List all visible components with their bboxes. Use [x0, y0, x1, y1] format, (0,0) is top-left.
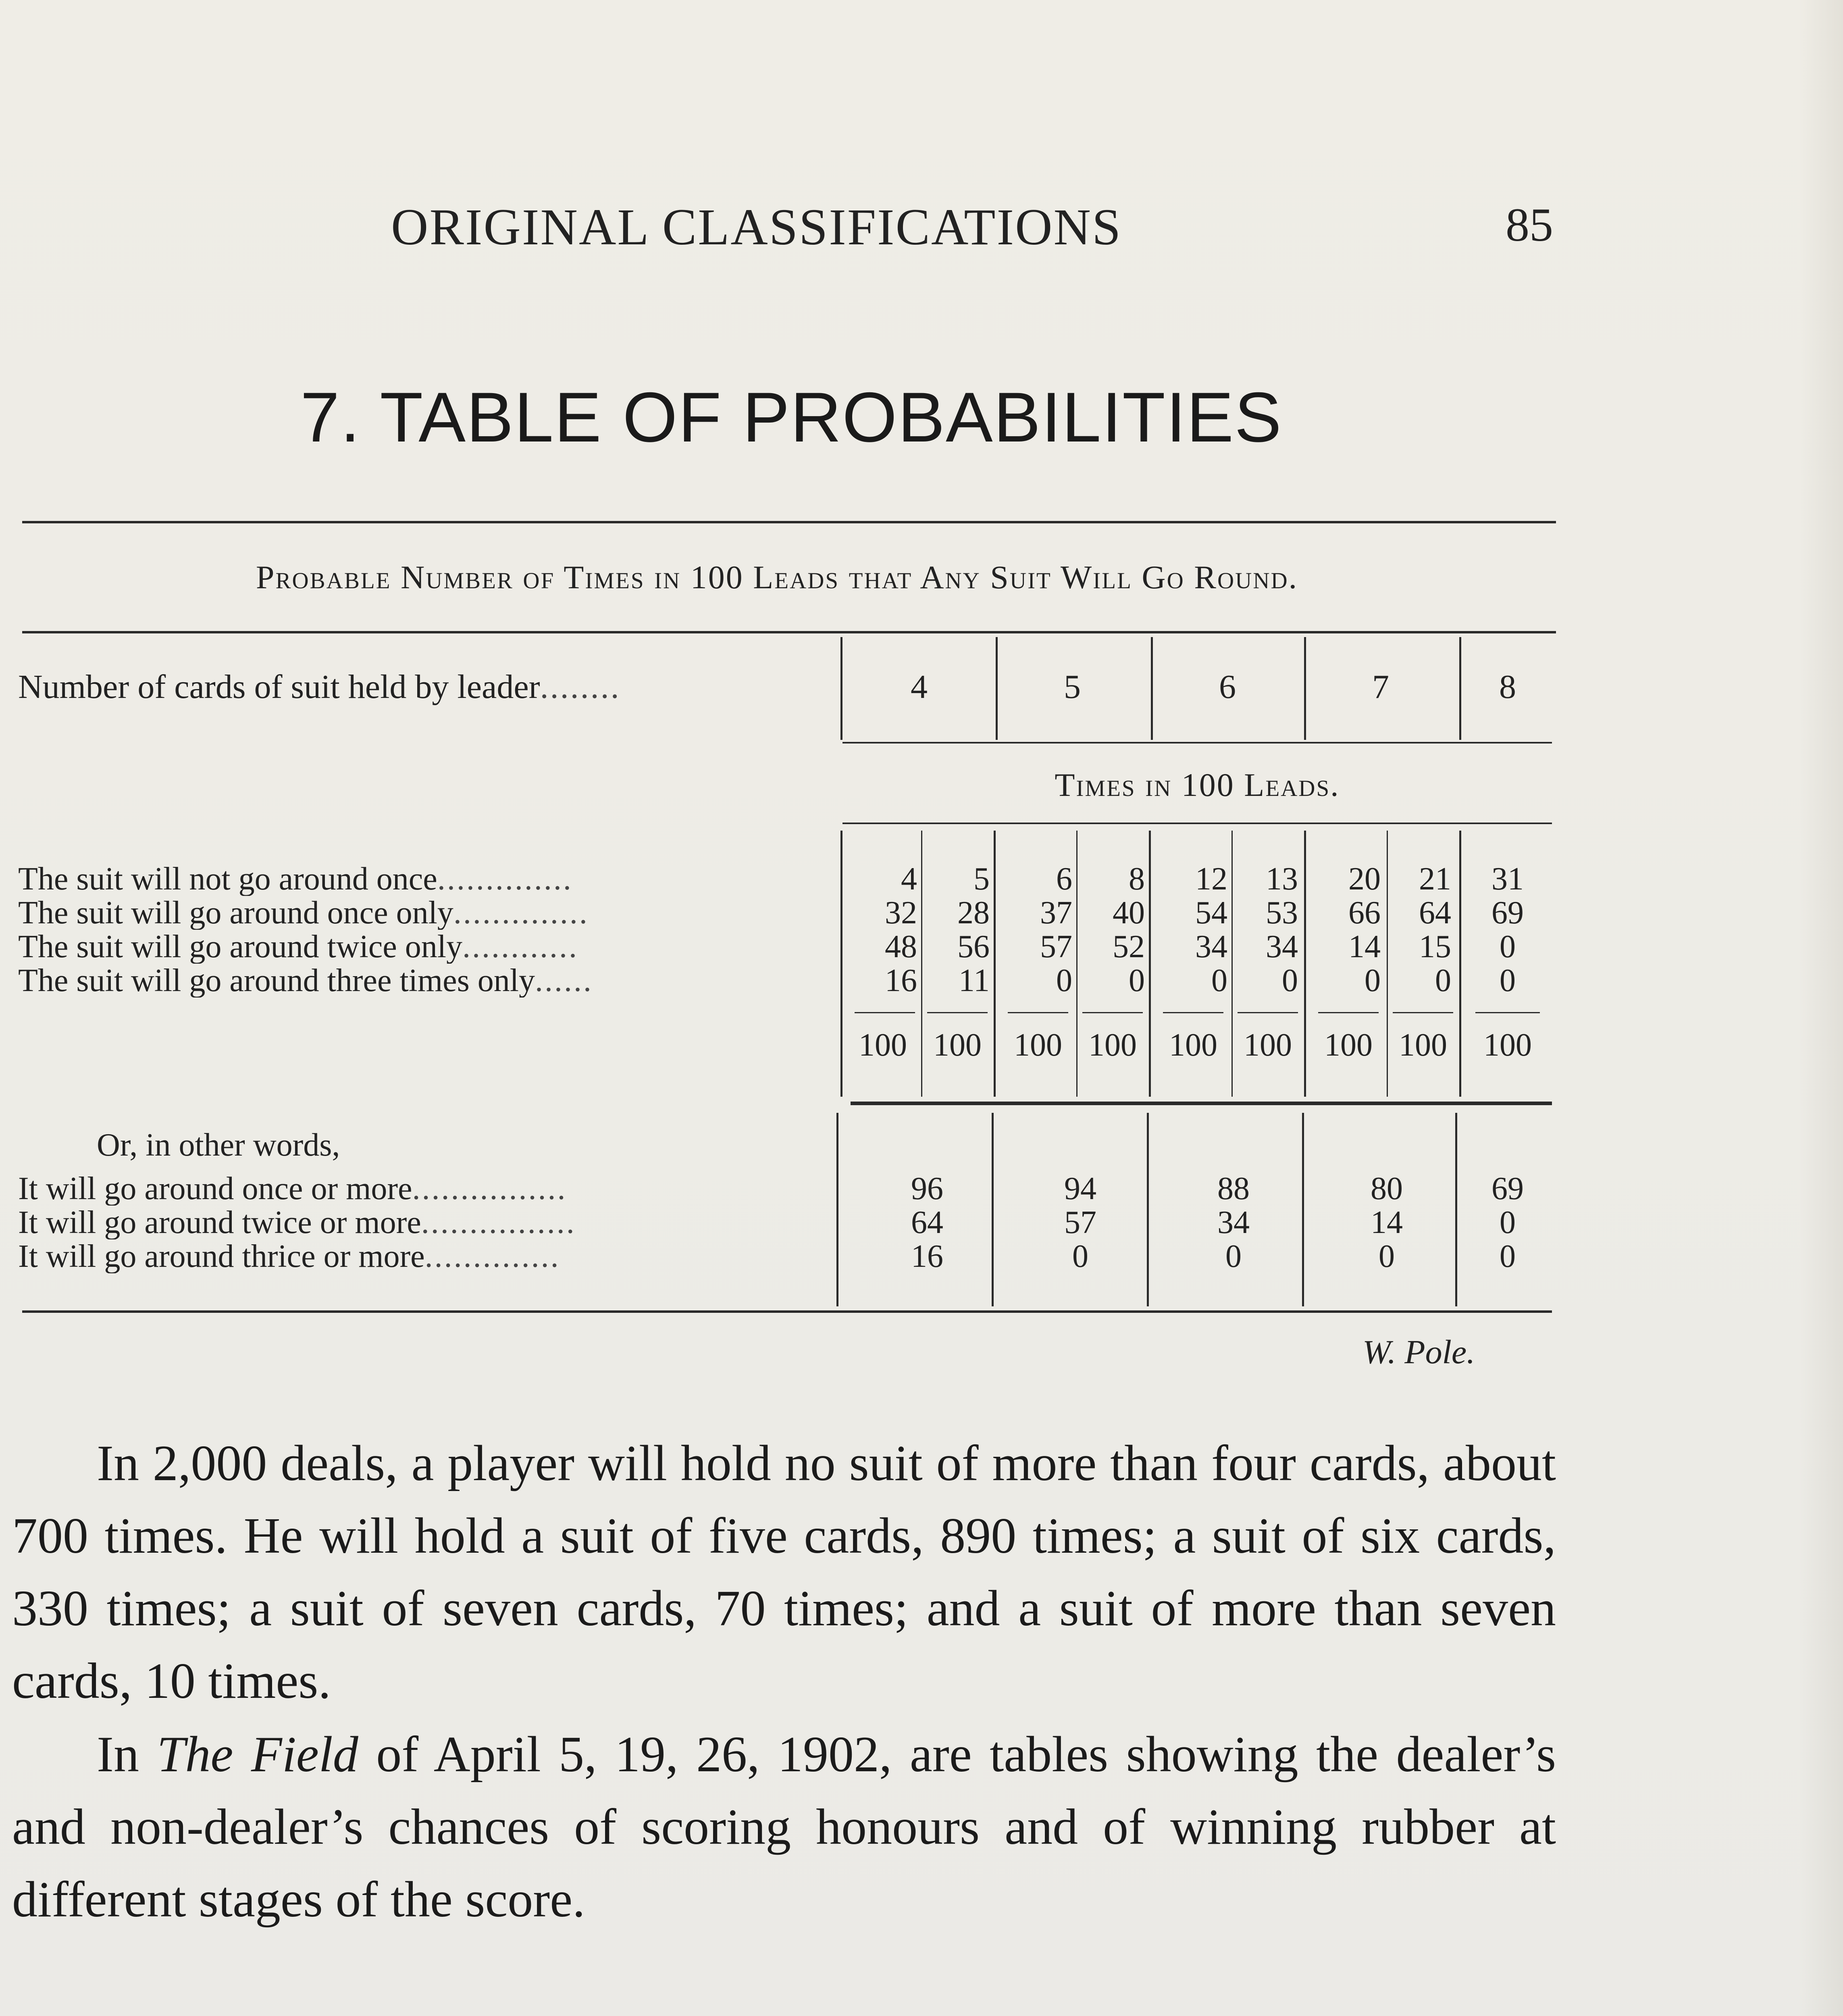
total-cell: 100 [1324, 1027, 1373, 1063]
summary-cell: 34 [1217, 1205, 1250, 1240]
paragraph-deals [12, 1427, 1556, 1718]
table-cell: 48 [885, 929, 917, 964]
table-cell: 64 [1419, 895, 1451, 931]
running-head: ORIGINAL CLASSIFICATIONS [391, 198, 1122, 256]
column-divider [1302, 1113, 1304, 1306]
sum-rule [855, 1012, 915, 1013]
table-cell: 15 [1419, 929, 1451, 964]
row-label-leader: ............ [462, 930, 579, 964]
sum-rule [927, 1012, 988, 1013]
paragraph-field-rest: of April 5, 19, 26, 1902, are tables showing the dealer’s and non-dealer’s chances of scoring honours and of winning rubber at different stages of the score. [12, 1727, 1556, 1928]
total-cell: 100 [1169, 1027, 1217, 1063]
header-bottom-rule [842, 742, 1552, 744]
row-label-text: The suit will not go around once [18, 862, 437, 896]
table-cell: 69 [1491, 895, 1524, 931]
page-number: 85 [1506, 198, 1553, 251]
sum-rule [1393, 1012, 1453, 1013]
header-label [18, 667, 621, 706]
times-bottom-rule [842, 823, 1552, 824]
summary-row-label-text: It will go around once or more [18, 1172, 412, 1206]
table-cell: 20 [1348, 861, 1381, 897]
table-cell: 53 [1266, 895, 1298, 931]
table-cell: 0 [1435, 963, 1451, 998]
col-head-5: 5 [1064, 668, 1081, 706]
section-heading: 7. TABLE OF PROBABILITIES [300, 378, 1282, 457]
sum-rule [1008, 1012, 1068, 1013]
row-label-text: The suit will go around three times only [18, 964, 535, 998]
total-cell: 100 [1399, 1027, 1447, 1063]
sum-rule [1082, 1012, 1143, 1013]
table-cell: 32 [885, 895, 917, 931]
summary-cell: 0 [1379, 1239, 1395, 1274]
col-head-7: 7 [1372, 668, 1389, 706]
page-edge-shadow [1799, 0, 1843, 2016]
summary-cell: 96 [911, 1171, 943, 1206]
row-label [18, 930, 828, 964]
column-divider [992, 1113, 994, 1306]
sum-rule [1163, 1012, 1223, 1013]
total-cell: 100 [1014, 1027, 1062, 1063]
sum-rule [1238, 1012, 1298, 1013]
summary-row-label [18, 1239, 828, 1273]
total-cell: 100 [859, 1027, 907, 1063]
table-cell: 0 [1500, 963, 1516, 998]
table-cell: 34 [1195, 929, 1227, 964]
sum-rule [1318, 1012, 1379, 1013]
table-cell: 57 [1040, 929, 1072, 964]
attribution: W. Pole. [1362, 1333, 1475, 1371]
table-caption: Probable Number of Times in 100 Leads that Any Suit Will Go Round. [256, 559, 1298, 596]
table-cell: 4 [901, 861, 917, 897]
col-head-4: 4 [911, 668, 928, 706]
total-cell: 100 [1088, 1027, 1137, 1063]
total-cell: 100 [1244, 1027, 1292, 1063]
row-label-leader: .............. [437, 862, 573, 896]
header-divider [840, 637, 842, 740]
header-divider [1304, 637, 1306, 740]
header-divider [1151, 637, 1153, 740]
summary-cell: 80 [1371, 1171, 1403, 1206]
summary-cell: 64 [911, 1205, 943, 1240]
summary-cell: 0 [1225, 1239, 1242, 1274]
table-cell: 54 [1195, 895, 1227, 931]
table-cell: 12 [1195, 861, 1227, 897]
summary-row-label-text: It will go around twice or more [18, 1206, 421, 1239]
table-cell: 21 [1419, 861, 1451, 897]
table-bottom-rule [22, 1310, 1552, 1313]
table-cell: 52 [1113, 929, 1145, 964]
caption-bottom-rule [22, 631, 1556, 633]
table-cell: 28 [957, 895, 990, 931]
row-label [18, 862, 828, 896]
summary-cell: 0 [1500, 1239, 1516, 1274]
paragraph-deals-text: In 2,000 deals, a player will hold no suit of more than four cards, about 700 times. He will hold a suit of five cards, 890 times; a suit of six cards, 330 times; a suit of seven cards, 70 times; and a suit of more than seven cards, 10 times. [12, 1435, 1556, 1709]
table-cell: 8 [1129, 861, 1145, 897]
summary-cell: 88 [1217, 1171, 1250, 1206]
summary-row-label-leader: ................ [421, 1206, 576, 1239]
table-cell: 66 [1348, 895, 1381, 931]
table-cell: 14 [1348, 929, 1381, 964]
summary-row-label [18, 1206, 828, 1239]
col-head-6: 6 [1219, 668, 1236, 706]
summary-cell: 94 [1064, 1171, 1096, 1206]
row-label [18, 964, 828, 998]
table-cell: 5 [974, 861, 990, 897]
table-cell: 40 [1113, 895, 1145, 931]
publication-title: The Field [157, 1727, 358, 1783]
summary-row-label-leader: .............. [424, 1239, 560, 1273]
summary-cell: 57 [1064, 1205, 1096, 1240]
table-cell: 0 [1365, 963, 1381, 998]
header-label-text: Number of cards of suit held by leader [18, 668, 540, 706]
column-divider [836, 1113, 838, 1306]
table-cell: 31 [1491, 861, 1524, 897]
header-divider [1459, 637, 1461, 740]
summary-cell: 0 [1072, 1239, 1088, 1274]
table-cell: 6 [1056, 861, 1072, 897]
col-head-8: 8 [1499, 668, 1516, 706]
row-label-text: The suit will go around twice only [18, 930, 463, 964]
table-cell: 37 [1040, 895, 1072, 931]
summary-cell: 0 [1500, 1205, 1516, 1240]
summary-row-label-text: It will go around thrice or more [18, 1239, 425, 1273]
summary-cell: 69 [1491, 1171, 1524, 1206]
table-cell: 34 [1266, 929, 1298, 964]
table-cell: 11 [958, 963, 990, 998]
table-cell: 16 [885, 963, 917, 998]
column-divider [1147, 1113, 1149, 1306]
header-label-leader: ........ [540, 668, 621, 706]
table-cell: 0 [1500, 929, 1516, 964]
table-cell: 0 [1056, 963, 1072, 998]
table-cell: 0 [1211, 963, 1227, 998]
total-cell: 100 [1483, 1027, 1532, 1063]
summary-cell: 14 [1371, 1205, 1403, 1240]
or-in-other-words: Or, in other words, [97, 1127, 340, 1163]
paragraph-the-field [12, 1718, 1556, 1936]
summary-cell: 16 [911, 1239, 943, 1274]
times-heading: Times in 100 Leads. [1055, 766, 1340, 803]
summary-row-label-leader: ................ [412, 1172, 567, 1206]
column-divider [840, 831, 842, 1097]
paragraph-field-start: In [97, 1727, 157, 1783]
sum-rule [1475, 1012, 1540, 1013]
table-cell: 0 [1129, 963, 1145, 998]
double-rule [851, 1102, 1552, 1105]
row-label-leader: ...... [535, 964, 593, 998]
row-label [18, 896, 828, 930]
row-label-leader: .............. [453, 896, 589, 930]
header-divider [996, 637, 998, 740]
column-divider [1455, 1113, 1457, 1306]
summary-row-label [18, 1172, 828, 1206]
row-label-text: The suit will go around once only [18, 896, 453, 930]
table-cell: 0 [1282, 963, 1298, 998]
table-cell: 13 [1266, 861, 1298, 897]
table-cell: 56 [957, 929, 990, 964]
table-top-rule [22, 521, 1556, 523]
total-cell: 100 [933, 1027, 982, 1063]
